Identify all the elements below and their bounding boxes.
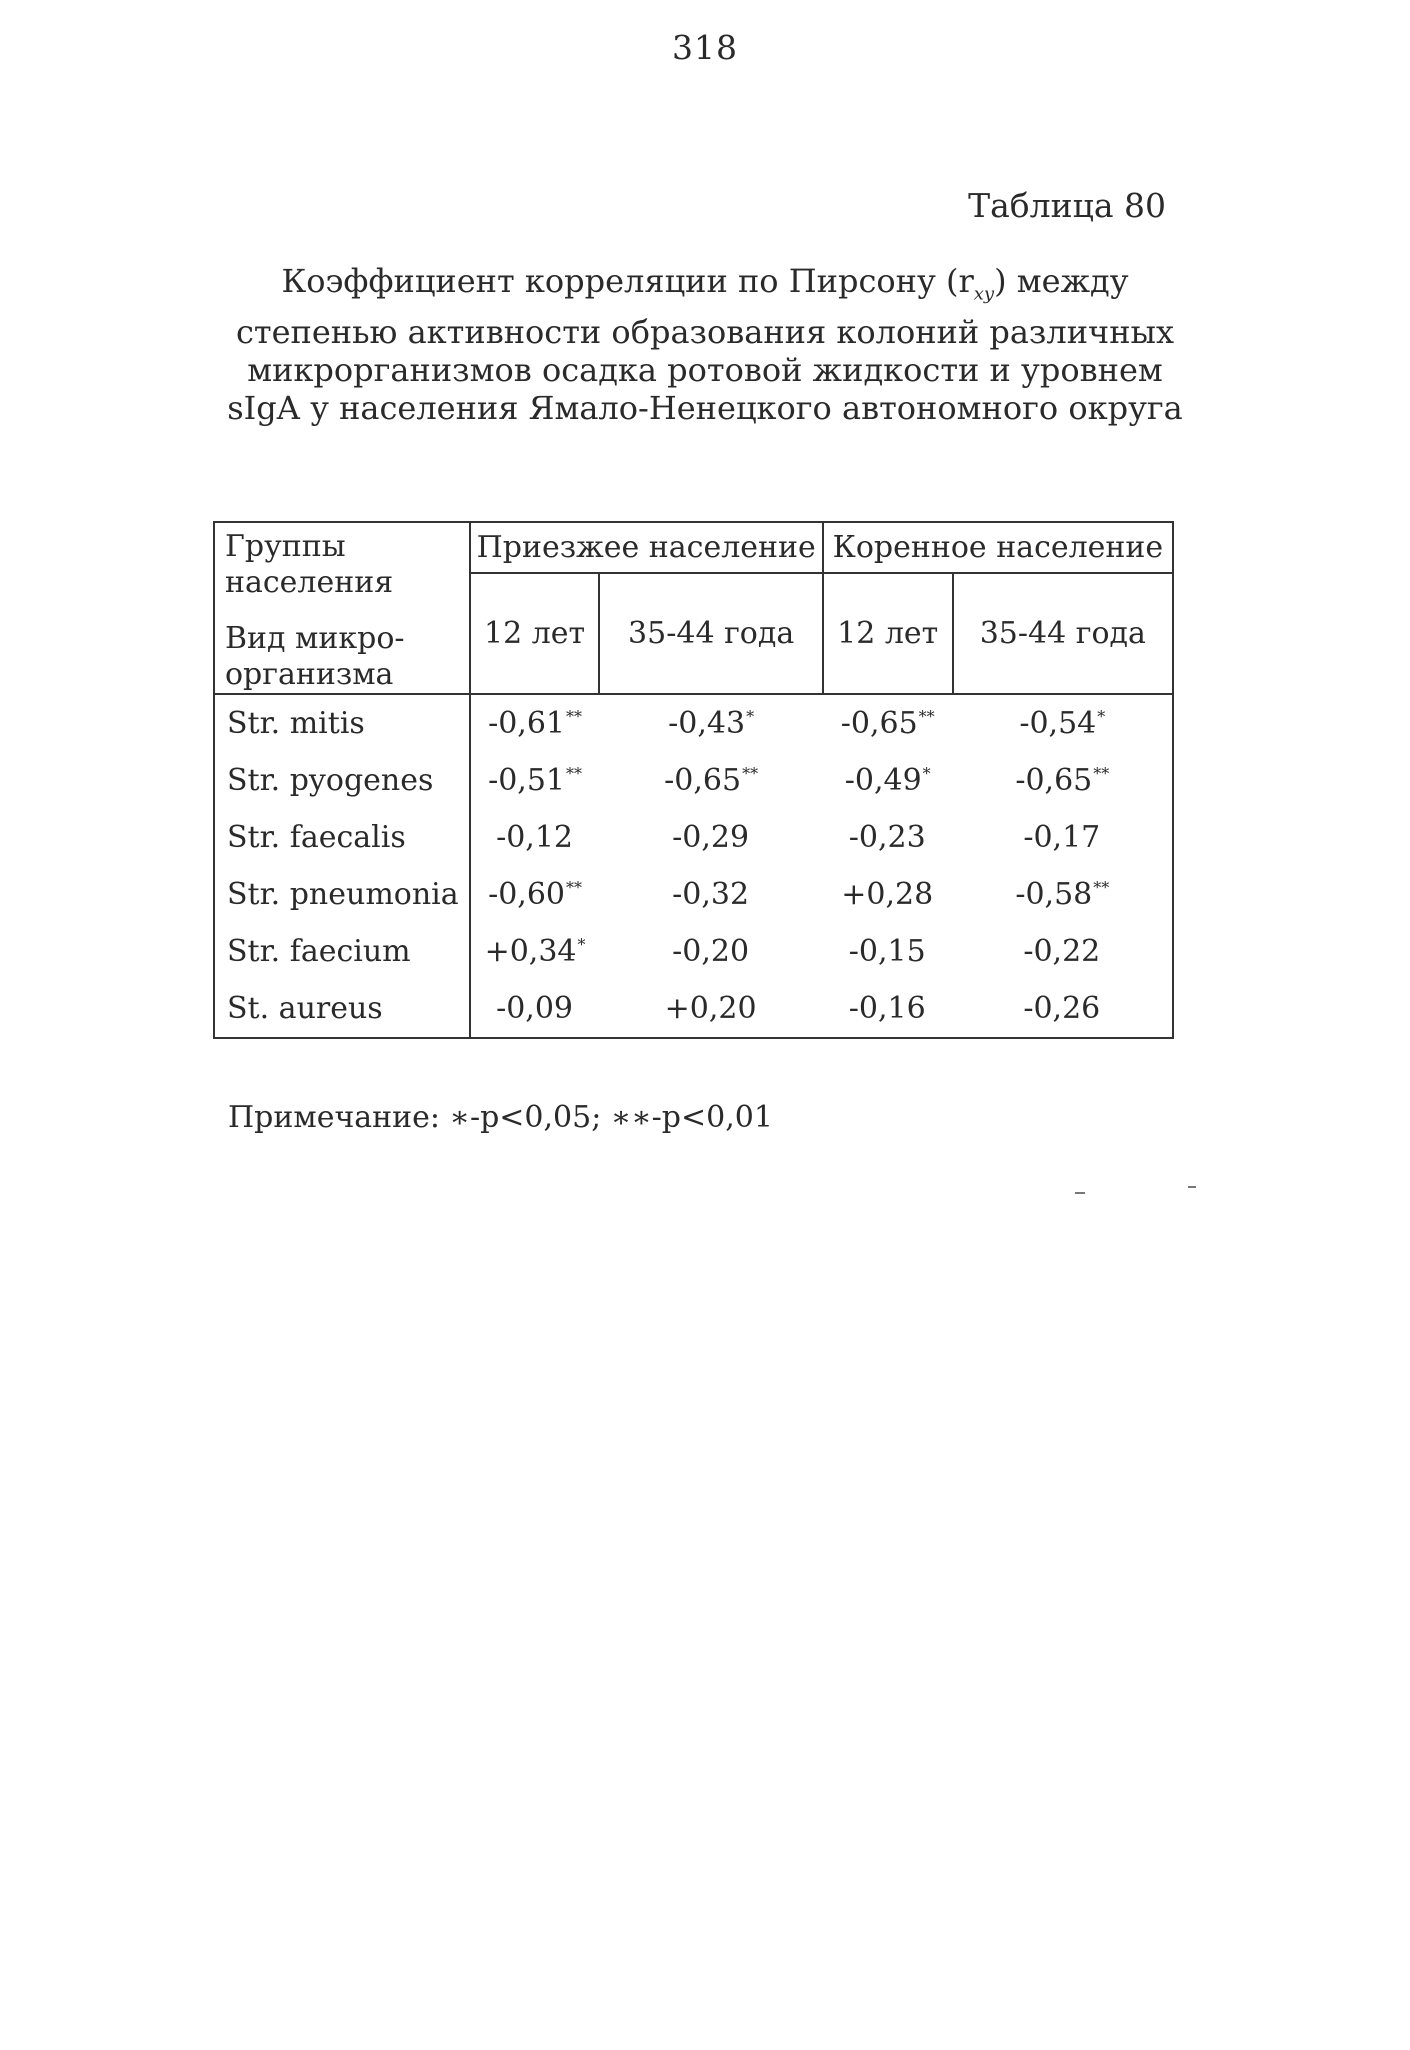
value-cell: -0,15 — [848, 934, 926, 969]
value-cell: -0,60** — [488, 877, 583, 912]
species-name: St. aureus — [214, 980, 470, 1038]
significance-mark: ** — [566, 764, 583, 783]
scan-speck — [1075, 1192, 1085, 1194]
value-cell: -0,17 — [953, 809, 1173, 866]
corner-groups-label-1: Группы — [225, 529, 346, 564]
age-header: 12 лет — [823, 573, 953, 694]
header-corner-cell — [214, 522, 470, 694]
significance-mark: ** — [566, 878, 583, 897]
value-cell: -0,51** — [488, 763, 583, 798]
species-name: Str. faecalis — [214, 809, 470, 866]
species-name: Str. pneumonia — [214, 866, 470, 923]
value-cell: +0,28 — [841, 877, 934, 912]
group-header-indigenous: Коренное население — [823, 522, 1173, 573]
value-cell: -0,54* — [953, 694, 1173, 752]
page-number: 318 — [672, 28, 738, 67]
significance-mark: ** — [566, 707, 583, 726]
corner-species-label-1: Вид микро- — [225, 621, 405, 656]
corner-groups-label-2: населения — [225, 565, 394, 600]
table-row — [214, 980, 1173, 1038]
correlation-table — [213, 521, 1174, 1039]
table-row — [214, 866, 1173, 923]
table-row — [214, 694, 1173, 752]
significance-mark: ** — [1093, 764, 1110, 783]
value-cell: -0,65** — [840, 706, 935, 741]
value-cell: -0,23 — [848, 820, 926, 855]
corner-species-label-2: организма — [225, 657, 394, 692]
value-cell: -0,22 — [953, 923, 1173, 980]
caption-line-2: степенью активности образования колоний различных — [235, 313, 1175, 352]
significance-mark: * — [746, 707, 755, 726]
table-label: Таблица 80 — [968, 186, 1166, 225]
value-cell: -0,65** — [953, 752, 1173, 809]
age-header: 35-44 года — [599, 573, 822, 694]
species-name: Str. faecium — [214, 923, 470, 980]
value-cell: -0,26 — [953, 980, 1173, 1038]
table-row — [214, 923, 1173, 980]
significance-mark: ** — [742, 764, 759, 783]
value-cell: +0,20 — [599, 980, 822, 1038]
value-cell: -0,12 — [496, 820, 574, 855]
value-cell: -0,09 — [470, 980, 600, 1038]
value-cell: -0,43* — [668, 706, 755, 741]
table-caption — [200, 262, 1210, 427]
age-header: 35-44 года — [953, 573, 1173, 694]
species-name: Str. pyogenes — [214, 752, 470, 809]
significance-mark: * — [922, 764, 931, 783]
significance-mark: * — [577, 935, 586, 954]
caption-line-4: sIgA у населения Ямало-Ненецкого автономного округа — [227, 389, 1183, 428]
significance-mark: ** — [1093, 878, 1110, 897]
value-cell: -0,32 — [672, 877, 750, 912]
group-header-newcomers: Приезжее население — [470, 522, 823, 573]
value-cell: +0,34* — [484, 934, 586, 969]
value-cell: -0,16 — [823, 980, 953, 1038]
table-row — [214, 752, 1173, 809]
value-cell: -0,29 — [672, 820, 750, 855]
value-cell: -0,49* — [844, 763, 931, 798]
caption-line-3: микрорганизмов осадка ротовой жидкости и уровнем — [247, 351, 1163, 390]
table-note: Примечание: ∗-p<0,05; ∗∗-p<0,01 — [228, 1100, 773, 1135]
table-row — [214, 809, 1173, 866]
species-name: Str. mitis — [214, 694, 470, 752]
value-cell: -0,61** — [488, 706, 583, 741]
value-cell: -0,20 — [672, 934, 750, 969]
value-cell: -0,58** — [953, 866, 1173, 923]
age-header: 12 лет — [470, 573, 600, 694]
significance-mark: * — [1097, 707, 1106, 726]
caption-line-1: Коэффициент корреляции по Пирсону $(r_{xy})$ между — [281, 262, 1129, 305]
significance-mark: ** — [918, 707, 935, 726]
scan-speck — [1188, 1186, 1196, 1188]
value-cell: -0,65** — [664, 763, 759, 798]
